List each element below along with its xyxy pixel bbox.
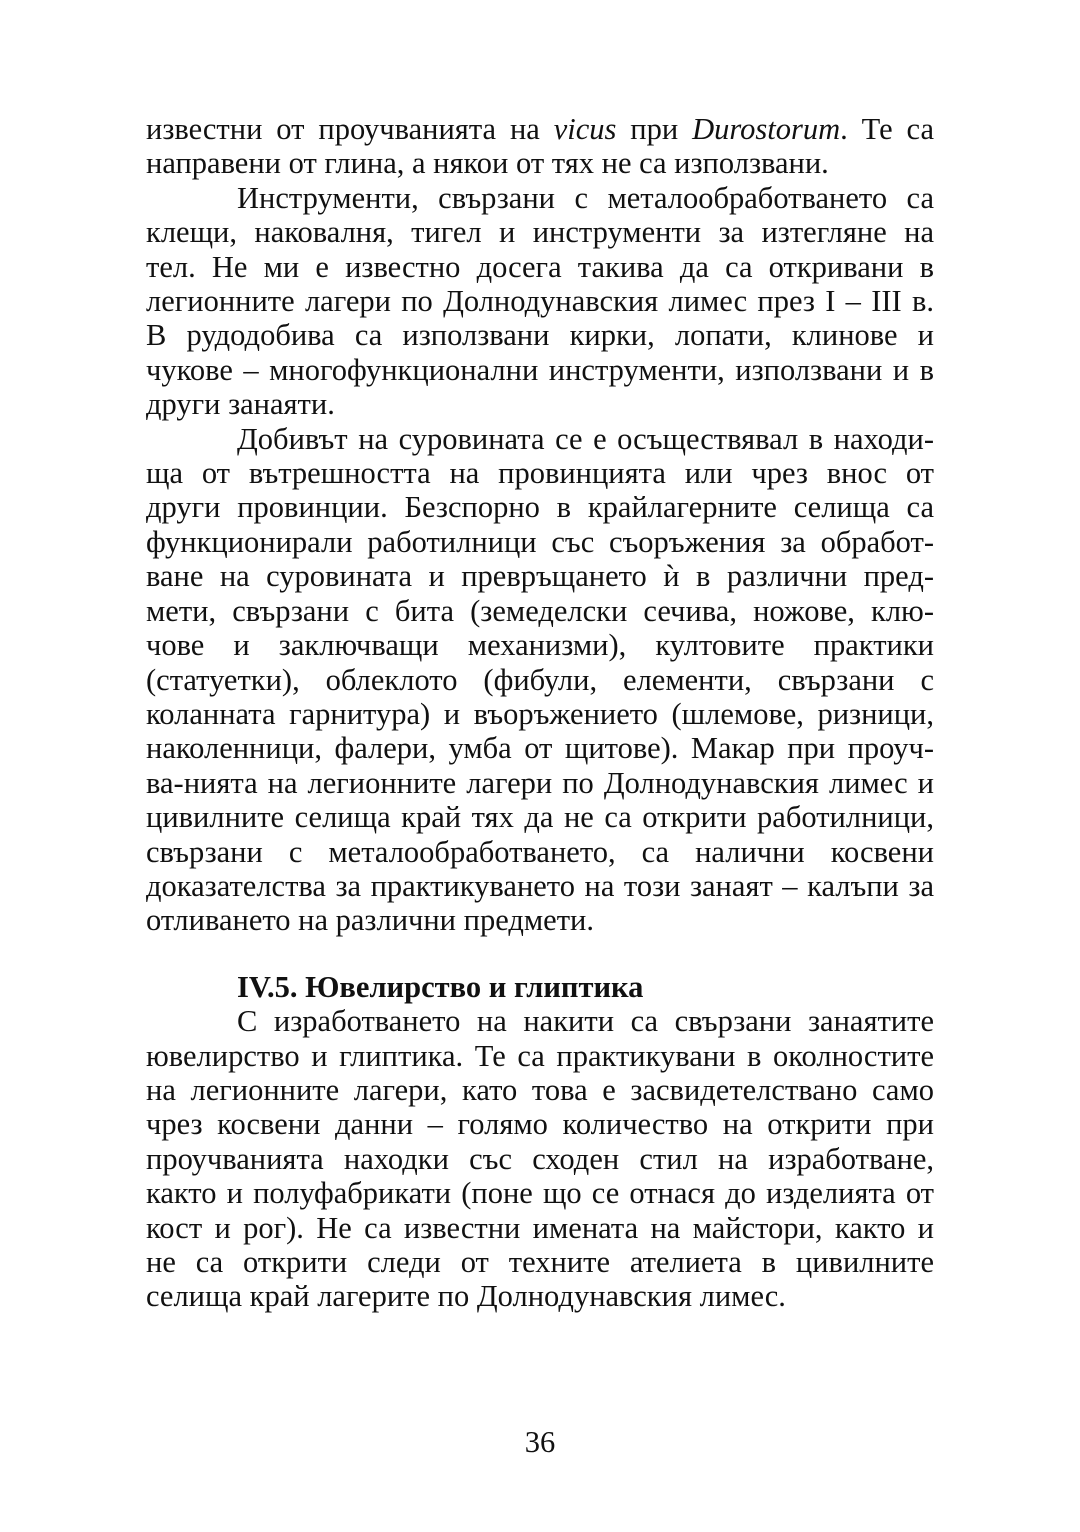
text-line: други занаяти. <box>146 387 335 422</box>
text-line: чове и заключващи механизми), култовите практики <box>146 628 934 663</box>
text-line: селища край лагерите по Долнодунавския лимес. <box>146 1279 786 1314</box>
page-number: 36 <box>524 1425 556 1459</box>
italic-term: vicus <box>553 112 617 146</box>
text-line: други провинции. Безспорно в крайлагерните селища са <box>146 490 934 525</box>
text-line: коланната гарнитура) и въоръжението (шлемове, ризници, <box>146 696 934 731</box>
text-line: ване на суровината и превръщането ѝ в различни пред- <box>146 559 934 594</box>
text-line: наколенници, фалери, умба от щитове). Макар при проуч- <box>146 731 934 766</box>
text-line: направени от глина, а някои от тях не са използвани. <box>146 146 829 181</box>
italic-term: Durostorum <box>692 112 841 146</box>
section-heading: IV.5. Ювелирство и глиптика <box>237 969 644 1004</box>
paragraph-intro <box>146 112 934 181</box>
paragraph-tools <box>146 181 934 422</box>
text-line: мети, свързани с бита (земеделски сечива, ножове, клю- <box>146 593 934 628</box>
text-line: чрез косвени данни – голямо количество на открити при <box>146 1107 934 1142</box>
text-line: ва-нията на легионните лагери по Долнодунавския лимес и <box>146 765 934 800</box>
text-line: доказателства за практикуването на този занаят – калъпи за <box>146 868 934 903</box>
text-line <box>146 112 934 146</box>
text-line: легионните лагери по Долнодунавския лимес през I – III в. <box>146 284 934 319</box>
text-line: свързани с металообработването, са налични косвени <box>146 834 934 869</box>
text-line: чукове – многофункционални инструменти, използвани и в <box>146 352 934 387</box>
text-line: В рудодобива са използвани кирки, лопати, клинове и <box>146 318 934 353</box>
text-line: ща от вътрешността на провинцията или чрез внос от <box>146 456 934 491</box>
text-line: отливането на различни предмети. <box>146 903 594 938</box>
text-line: клещи, наковалня, тигел и инструменти за изтегляне на <box>146 215 934 250</box>
text-line: ювелирство и глиптика. Те са практикувани в околностите <box>146 1038 934 1073</box>
text-line: на легионните лагери, като това е засвидетелствано само <box>146 1072 934 1107</box>
text-line: цивилните селища край тях да не са открити работилници, <box>146 800 934 835</box>
text-line: Добивът на суровината се е осъществявал в находи- <box>237 421 934 456</box>
text-line: функционирали работилници със съоръжения за обработ- <box>146 524 934 559</box>
text-line: С изработването на накити са свързани занаятите <box>237 1004 934 1039</box>
text-run: известни от проучванията на <box>146 112 554 146</box>
text-run: при <box>616 112 693 146</box>
text-line: кост и рог). Не са известни имената на майстори, както и <box>146 1210 934 1245</box>
text-line: както и полуфабрикати (поне що се отнася до изделията от <box>146 1176 934 1211</box>
page-body <box>146 112 934 1314</box>
paragraph-jewellery <box>146 1004 934 1314</box>
paragraph-raw-material <box>146 422 934 938</box>
text-line: проучванията находки със сходен стил на изработване, <box>146 1141 934 1176</box>
text-line: не са открити следи от техните ателиета в цивилните <box>146 1245 934 1279</box>
text-line: (статуетки), облеклото (фибули, елементи, свързани с <box>146 662 934 697</box>
text-line: тел. Не ми е известно досега такива да са откривани в <box>146 249 934 284</box>
text-line: Инструменти, свързани с металообработването са <box>237 180 934 215</box>
text-run: . Те са <box>840 112 934 146</box>
